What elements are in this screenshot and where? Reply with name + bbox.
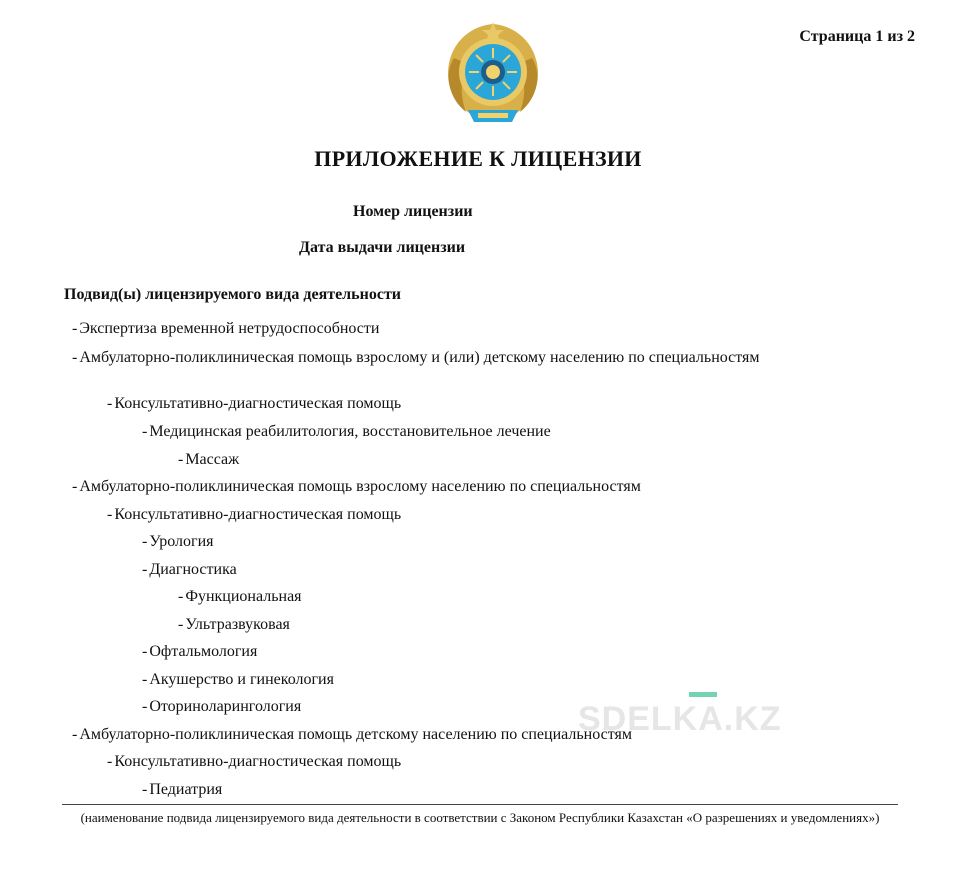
activity-text: Оториноларингология (149, 698, 302, 715)
activity-text: Педиатрия (149, 781, 223, 798)
list-marker: - (178, 616, 184, 633)
list-item (178, 616, 290, 634)
state-emblem (438, 18, 548, 128)
list-item (142, 643, 257, 661)
list-marker: - (107, 395, 113, 412)
list-item (72, 726, 632, 744)
watermark: SDELKA.KZ (578, 700, 782, 738)
activity-text: Медицинская реабилитология, восстановительное лечение (149, 423, 551, 440)
activity-text: Массаж (185, 451, 240, 468)
list-item (142, 561, 237, 579)
activity-text: Акушерство и гинекология (149, 671, 334, 688)
watermark-accent (689, 692, 717, 697)
list-marker: - (72, 726, 78, 743)
list-marker: - (142, 423, 148, 440)
list-item (142, 698, 301, 716)
list-marker: - (178, 588, 184, 605)
list-item (107, 506, 401, 524)
page-number: Страница 1 из 2 (799, 28, 915, 45)
activity-text: Консультативно-диагностическая помощь (114, 395, 402, 412)
list-marker: - (107, 506, 113, 523)
list-marker: - (142, 643, 148, 660)
list-marker: - (142, 671, 148, 688)
activity-text: Диагностика (149, 561, 237, 578)
list-item (142, 423, 551, 441)
list-item (72, 478, 641, 496)
activity-text: Функциональная (185, 588, 302, 605)
license-number-label: Номер лицензии (353, 203, 473, 220)
list-item (178, 588, 302, 606)
activity-text: Амбулаторно-поликлиническая помощь детскому населению по специальностям (79, 726, 633, 743)
list-item (72, 349, 760, 367)
activity-text: Урология (149, 533, 214, 550)
section-title: Подвид(ы) лицензируемого вида деятельности (64, 286, 402, 303)
activity-text: Ультразвуковая (185, 616, 290, 633)
list-marker: - (142, 533, 148, 550)
license-date-label: Дата выдачи лицензии (299, 239, 466, 256)
list-item (107, 753, 401, 771)
activity-text: Экспертиза временной нетрудоспособности (79, 320, 380, 337)
list-item (107, 395, 401, 413)
list-marker: - (72, 478, 78, 495)
list-item (178, 451, 239, 469)
activity-text: Амбулаторно-поликлиническая помощь взрослому населению по специальностям (79, 478, 641, 495)
footer-note: (наименование подвида лицензируемого вида деятельности в соответствии с Законом Республики Казахстан «О разрешениях и уведомлениях») (80, 810, 880, 825)
footer-divider (62, 804, 898, 805)
document-title: ПРИЛОЖЕНИЕ К ЛИЦЕНЗИИ (314, 146, 642, 171)
list-item (142, 781, 222, 799)
activity-text: Консультативно-диагностическая помощь (114, 753, 402, 770)
list-marker: - (142, 781, 148, 798)
activity-text: Офтальмология (149, 643, 258, 660)
list-marker: - (142, 698, 148, 715)
kazakhstan-state-emblem-icon (438, 18, 548, 128)
list-marker: - (107, 753, 113, 770)
list-marker: - (72, 320, 78, 337)
list-item (72, 320, 379, 338)
list-marker: - (72, 349, 78, 366)
list-item (142, 533, 214, 551)
list-marker: - (178, 451, 184, 468)
activity-text: Консультативно-диагностическая помощь (114, 506, 402, 523)
list-marker: - (142, 561, 148, 578)
list-item (142, 671, 334, 689)
activity-text: Амбулаторно-поликлиническая помощь взрослому и (или) детскому населению по специальностям (79, 349, 760, 366)
